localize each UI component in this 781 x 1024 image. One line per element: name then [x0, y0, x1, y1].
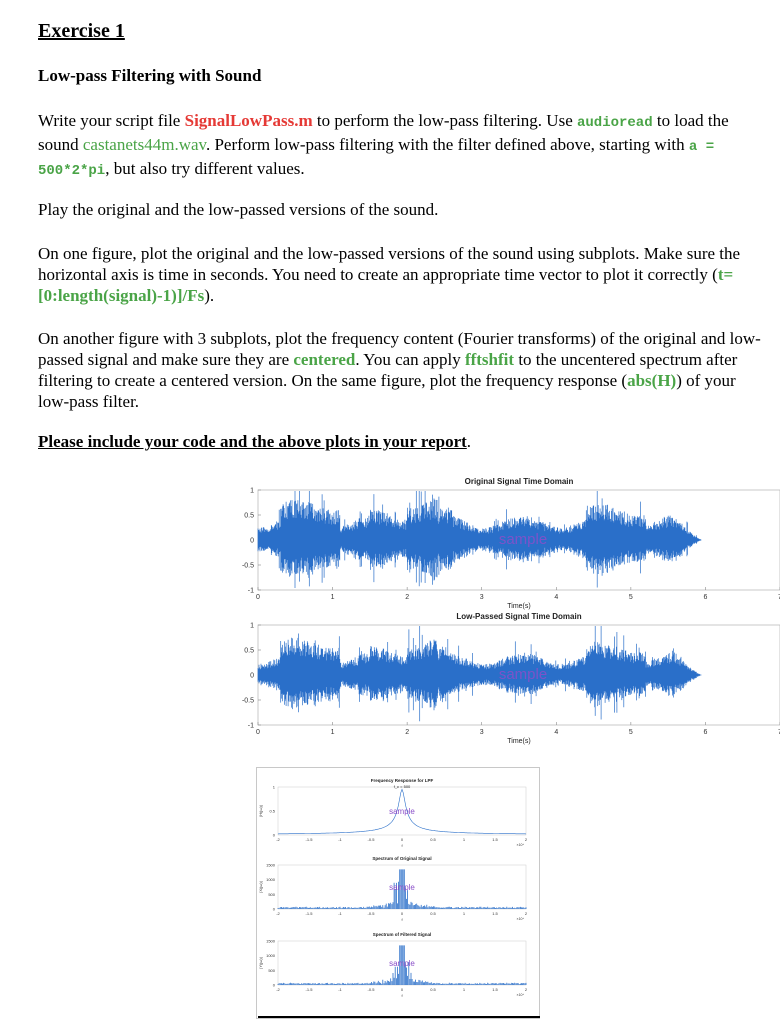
x-tick-label: 2 [524, 911, 528, 916]
y-tick-label: 1000 [266, 953, 275, 959]
y-tick-label: 0 [272, 982, 275, 988]
report-instruction: Please include your code and the above plots in your report. [38, 432, 472, 451]
x-tick-label: 1.5 [492, 911, 498, 916]
x-tick-label: 4 [554, 594, 559, 601]
y-tick-label: 1 [250, 487, 254, 495]
x-tick-label: -2 [276, 987, 280, 992]
y-tick-label: 1500 [266, 862, 275, 868]
figure-bottom-rule [258, 1016, 540, 1018]
x-tick-label: 1 [330, 594, 335, 601]
x-axis-label: f [401, 917, 403, 922]
x-tick-label: 2 [524, 837, 528, 842]
x-tick-label: 1.5 [492, 837, 498, 842]
y-tick-label: -1 [247, 722, 254, 730]
paragraph-script-instructions: Write your script file SignalLowPass.m to perform the low-pass filtering. Use audioread to load the sound castanets44m.wav. Perform low-pass filtering with the filter defined above, starting with a = 500*2*pi, but also try different values. [38, 111, 729, 179]
watermark: sample [498, 666, 548, 683]
x-tick-label: -0.5 [367, 837, 375, 842]
lowpassed-signal-plot [242, 612, 780, 745]
chart-subtitle: f_c = 500 [393, 784, 411, 789]
script-filename: SignalLowPass.m [184, 111, 313, 130]
x-tick-label: 0 [400, 837, 404, 842]
x-tick-label: 1 [330, 729, 335, 736]
y-tick-label: 0 [272, 906, 275, 912]
axis-multiplier: ×10⁴ [516, 993, 524, 997]
x-tick-label: 6 [703, 594, 708, 601]
x-tick-label: 0.5 [430, 837, 436, 842]
x-tick-label: -0.5 [367, 911, 375, 916]
x-tick-label: 4 [554, 729, 559, 736]
chart-title: Original Signal Time Domain [464, 477, 574, 486]
axis-multiplier: ×10⁴ [516, 843, 524, 847]
watermark: sample [498, 531, 548, 548]
paragraph-play-sound: Play the original and the low-passed versions of the sound. [38, 200, 439, 219]
x-tick-label: 5 [628, 729, 633, 736]
y-tick-label: 500 [268, 967, 275, 973]
x-tick-label: -1 [338, 987, 342, 992]
x-tick-label: -2 [276, 911, 280, 916]
time-domain-figure [230, 470, 780, 750]
centered-keyword: centered [293, 350, 356, 369]
x-tick-label: 0 [400, 911, 404, 916]
x-axis-label: f [401, 843, 403, 848]
x-tick-label: -2 [276, 837, 280, 842]
watermark: sample [389, 883, 415, 892]
y-tick-label: 1500 [266, 938, 275, 944]
time-vector-code: t=[0:length(signal)-1)]/Fs [38, 265, 734, 305]
fftshift-keyword: fftshfit [464, 350, 515, 369]
x-tick-label: 6 [703, 729, 708, 736]
x-axis-label: f [401, 993, 403, 998]
y-axis-label: |Y(jω)| [258, 957, 263, 969]
y-tick-label: 1 [250, 622, 254, 630]
sound-filename: castanets44m.wav [82, 135, 206, 154]
y-tick-label: 0 [250, 672, 254, 680]
x-tick-label: 3 [479, 594, 484, 601]
audioread-code: audioread [577, 115, 653, 131]
x-tick-label [778, 594, 780, 601]
cutoff-code: a = 500*2*pi [38, 139, 715, 179]
x-tick-label: 2 [405, 594, 410, 601]
y-tick-label: 0 [250, 537, 254, 545]
x-tick-label: 1.5 [492, 987, 498, 992]
x-tick-label: 1 [462, 911, 466, 916]
x-tick-label: 0.5 [430, 987, 436, 992]
y-tick-label: 1 [272, 784, 275, 790]
x-tick-label: -1 [338, 911, 342, 916]
frequency-figure [256, 767, 540, 1019]
x-tick-label: -1 [338, 837, 342, 842]
chart-title: Spectrum of Filtered Signal [372, 932, 432, 937]
y-axis-label: |X(jω)| [258, 881, 263, 893]
x-tick-label: 2 [405, 729, 410, 736]
x-tick-label: 5 [628, 594, 633, 601]
y-tick-label: 0.5 [269, 808, 275, 814]
y-tick-label: 500 [268, 891, 275, 897]
x-tick-label: 0.5 [430, 911, 436, 916]
chart-title: Spectrum of Original Signal [372, 856, 432, 861]
y-tick-label: 0.5 [244, 647, 254, 655]
x-axis-label: Time(s) [507, 603, 531, 610]
x-tick-label: 3 [479, 729, 484, 736]
x-tick-label: -0.5 [367, 987, 375, 992]
original-signal-plot [242, 477, 780, 610]
paragraph-frequency-plots: On another figure with 3 subplots, plot the frequency content (Fourier transforms) of the original and low-passed signal and make sure they are centered. You can apply fftshfit to the uncentered spectrum after filtering to create a centered version. On the same figure, plot the frequency response (abs(H)) of your low-pass filter. [38, 329, 761, 411]
y-tick-label: -0.5 [241, 562, 254, 570]
y-tick-label: -1 [247, 587, 254, 595]
section-subheading: Low-pass Filtering with Sound [38, 66, 262, 85]
y-tick-label: 0.5 [244, 512, 254, 520]
axis-multiplier: ×10⁴ [516, 917, 524, 921]
y-tick-label: 0 [272, 832, 275, 838]
x-tick-label: 0 [400, 987, 404, 992]
x-tick-label [778, 729, 780, 736]
y-tick-label: 1000 [266, 877, 275, 883]
x-tick-label: 1 [462, 837, 466, 842]
exercise-heading: Exercise 1 [38, 20, 125, 42]
x-axis-label: Time(s) [507, 738, 531, 745]
abs-h-keyword: abs(H) [627, 371, 677, 390]
x-tick-label: -1.5 [305, 837, 313, 842]
x-tick-label: 2 [524, 987, 528, 992]
y-tick-label: -0.5 [241, 697, 254, 705]
x-tick-label: 1 [462, 987, 466, 992]
x-tick-label: -1.5 [305, 911, 313, 916]
paragraph-time-plots: On one figure, plot the original and the low-passed versions of the sound using subplots. Make sure the horizontal axis is time in seconds. You need to create an appropriate time vector to plot it correctly (t=[0:length(signal)-1)]/Fs). [38, 244, 741, 305]
chart-title: Low-Passed Signal Time Domain [456, 612, 582, 621]
chart-title: Frequency Response for LPF [370, 778, 434, 783]
x-tick-label: 0 [256, 729, 260, 736]
x-tick-label: 0 [256, 594, 260, 601]
y-axis-label: |H(jω)| [258, 805, 263, 817]
watermark: sample [389, 959, 415, 968]
x-tick-label: -1.5 [305, 987, 313, 992]
watermark: sample [389, 807, 415, 816]
